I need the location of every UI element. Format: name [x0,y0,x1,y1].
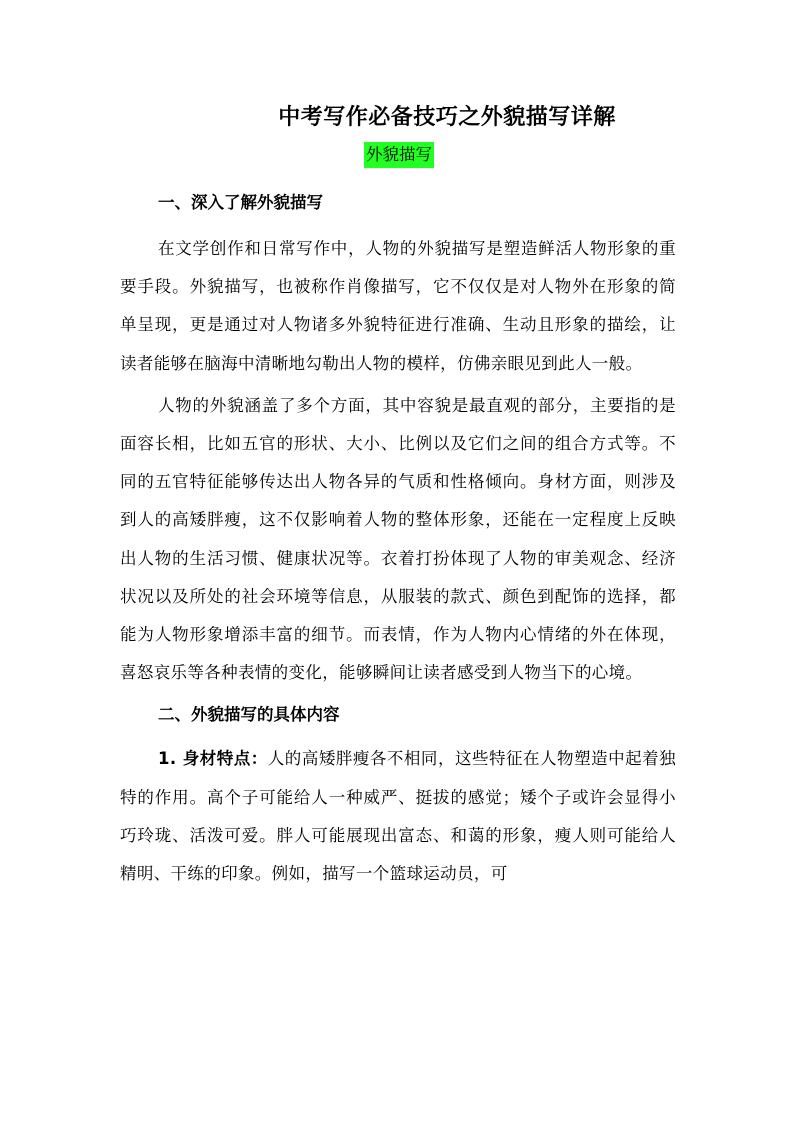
paragraph-2: 人物的外貌涵盖了多个方面，其中容貌是最直观的部分，主要指的是面容长相，比如五官的形状、大小、比例以及它们之间的组合方式等。不同的五官特征能够传达出人物各异的气质和性格倾向。身材方面，则涉及到人的高矮胖瘦，这不仅影响着人物的整体形象，还能在一定程度上反映出人物的生活习惯、健康状况等。衣着打扮体现了人物的审美观念、经济状况以及所处的社会环境等信息，从服装的款式、颜色到配饰的选择，都能为人物形象增添丰富的细节。而表情，作为人物内心情绪的外在体现，喜怒哀乐等各种表情的变化，能够瞬间让读者感受到人物当下的心境。 [120,395,676,683]
document-title: 中考写作必备技巧之外貌描写详解 [278,105,616,130]
item-text-body-shape: 人的高矮胖瘦各不相同，这些特征在人物塑造中起着独特的作用。高个子可能给人一种威严、挺拔的感觉；矮个子或许会显得小巧玲珑、活泼可爱。胖人可能展现出富态、和蔼的形象，瘦人则可能给人精明、干练的印象。例如，描写一个篮球运动员，可 [120,749,677,884]
highlighted-subtitle: 外貌描写 [364,142,434,168]
subtitle-container [120,142,676,174]
section-heading-2: 二、外貌描写的具体内容 [158,705,340,725]
paragraph-body-shape [120,740,676,893]
item-lead-body-shape: 1. 身材特点： [158,749,268,769]
section-heading-1: 一、深入了解外貌描写 [158,193,323,212]
paragraph-1: 在文学创作和日常写作中，人物的外貌描写是塑造鲜活人物形象的重要手段。外貌描写，也被称作肖像描写，它不仅仅是对人物外在形象的简单呈现，更是通过对人物诸多外貌特征进行准确、生动且形象的描绘，让读者能够在脑海中清晰地勾勒出人物的模样，仿佛亲眼见到此人一般。 [120,239,676,373]
